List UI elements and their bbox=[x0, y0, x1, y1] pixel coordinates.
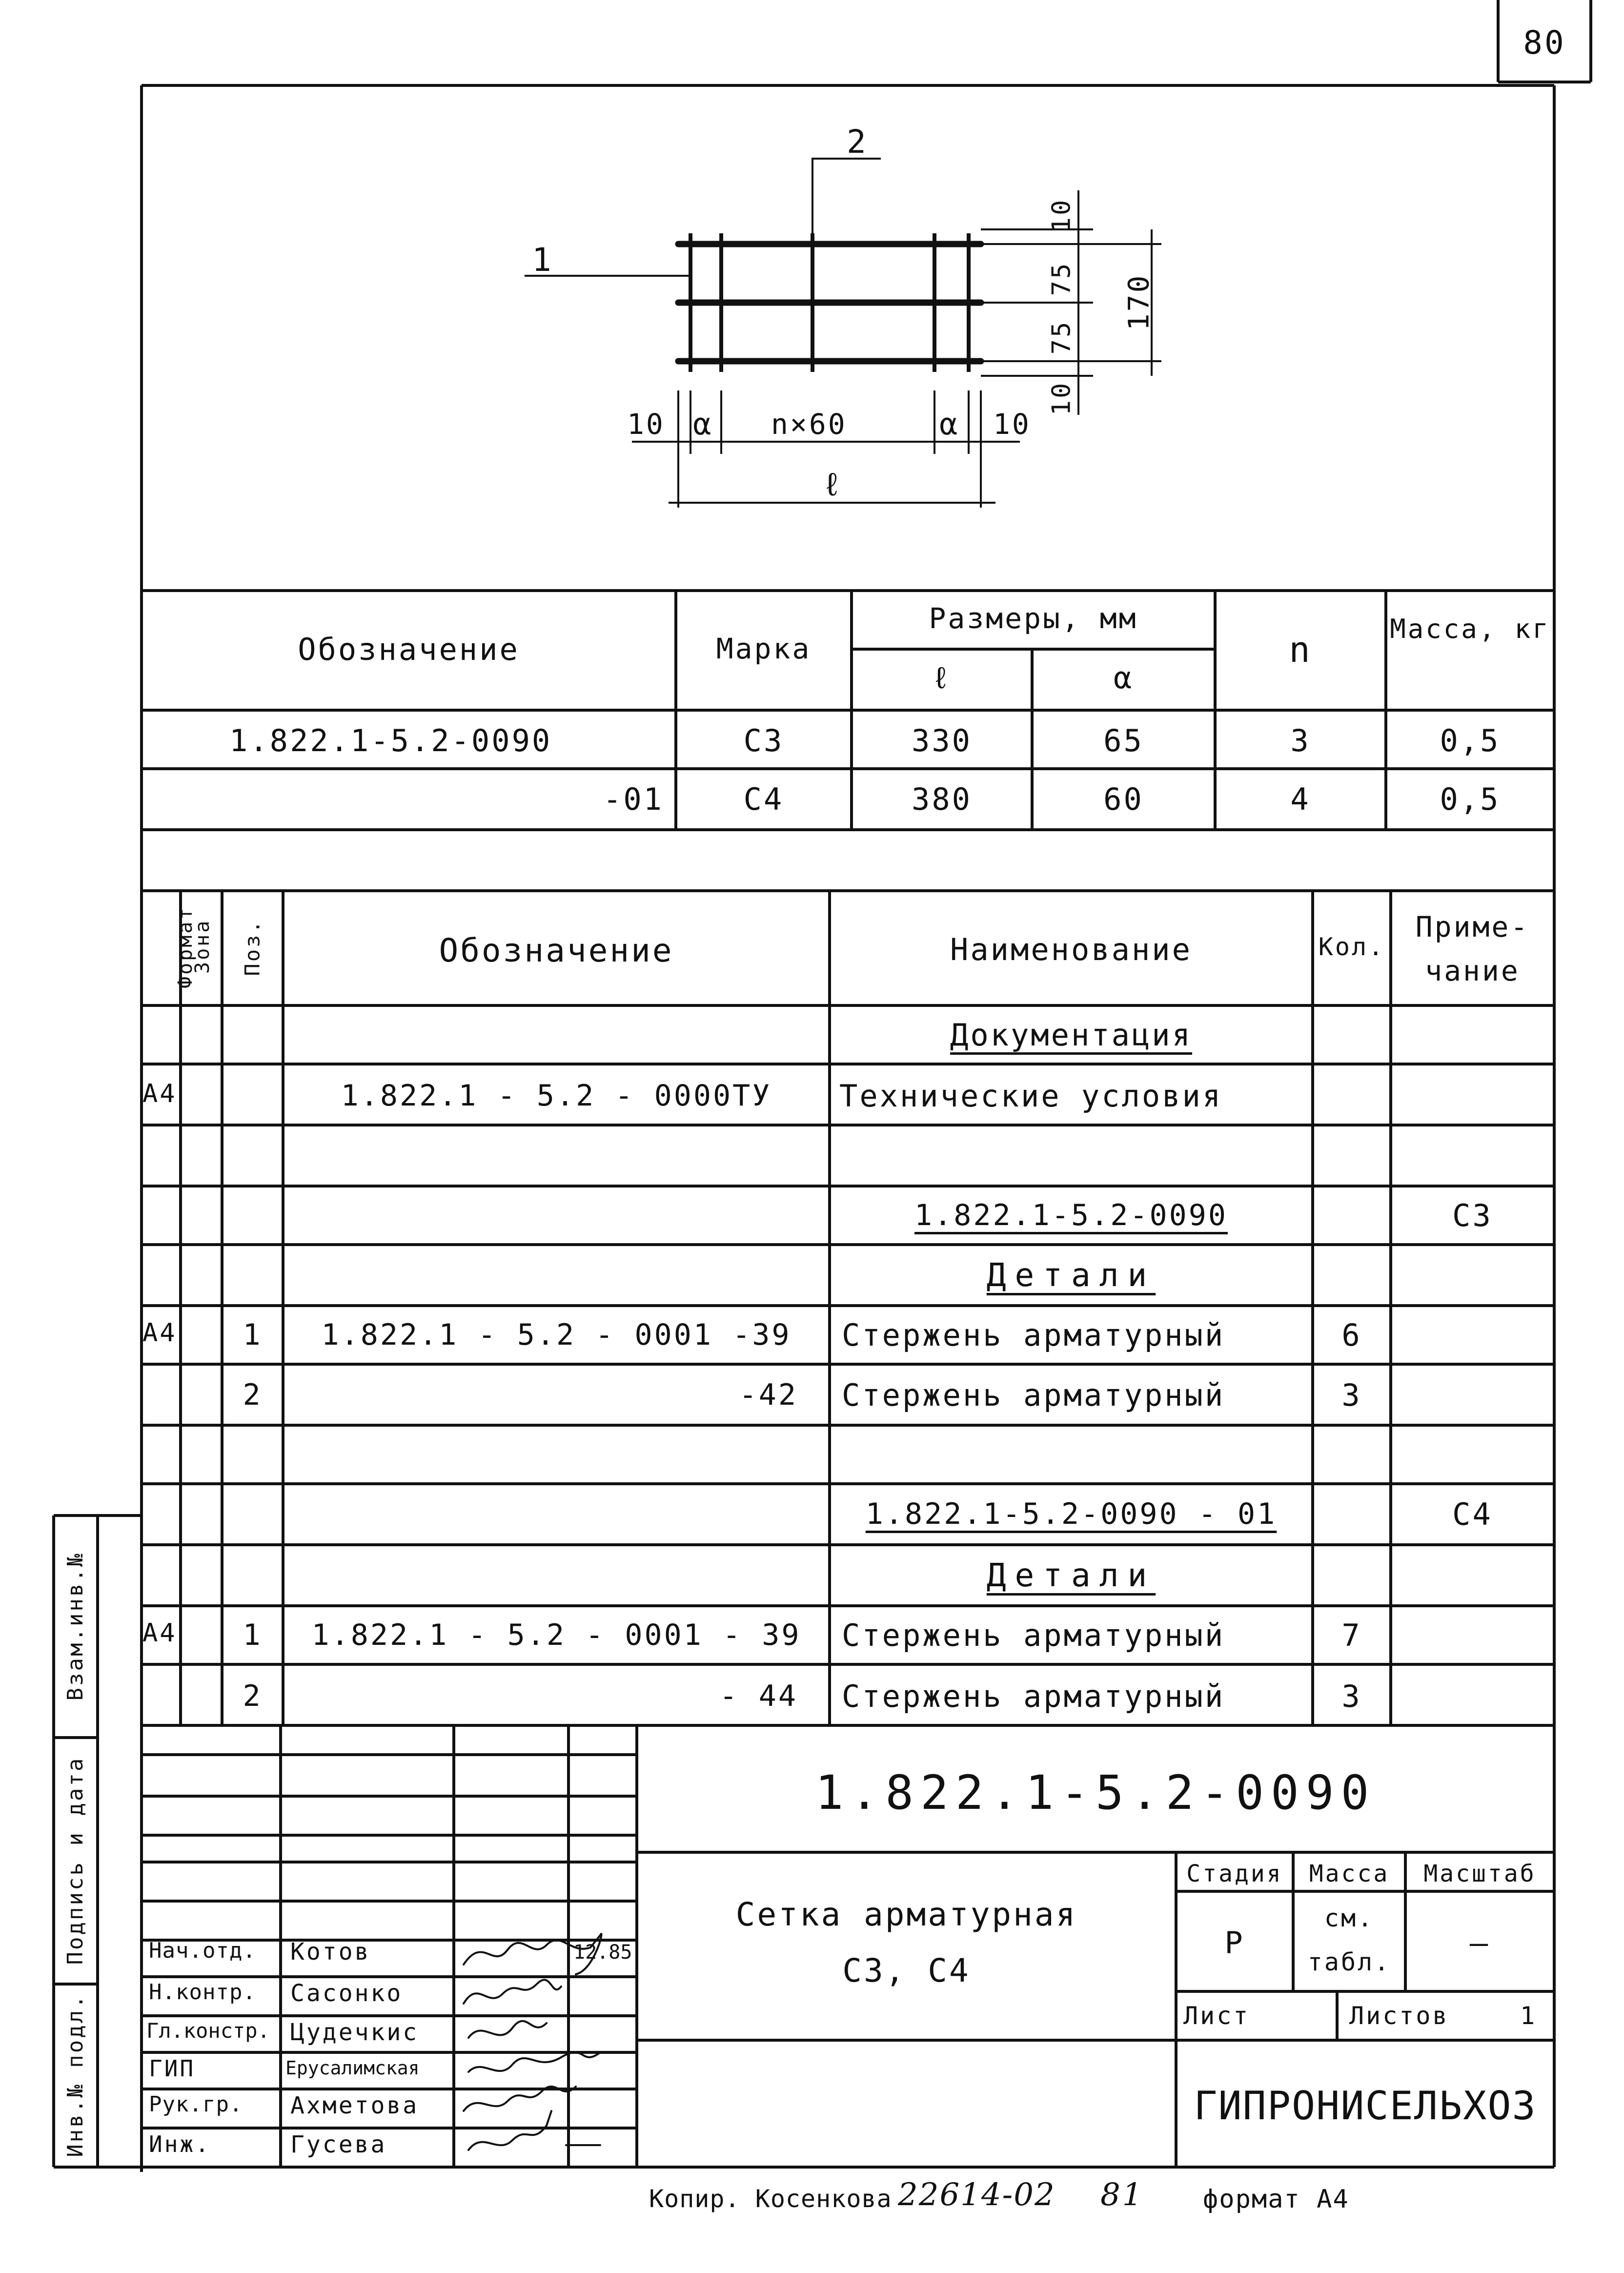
size-table-header-mark: Марка bbox=[716, 632, 812, 665]
scale-label: Масштаб bbox=[1423, 1860, 1536, 1887]
sheet-label: Лист bbox=[1183, 2002, 1250, 2030]
person-role: Инж. bbox=[149, 2131, 211, 2157]
size-row-n: 4 bbox=[1290, 781, 1311, 817]
spec-row-name: Стержень арматурный bbox=[842, 1377, 1225, 1413]
document-title-line2: С3, С4 bbox=[842, 1952, 971, 1989]
document-number: 1.822.1-5.2-0090 bbox=[815, 1765, 1376, 1820]
size-row-designation: -01 bbox=[603, 781, 664, 817]
spec-row-designation: 1.822.1 - 5.2 - 0001 -39 bbox=[321, 1318, 792, 1352]
spec-row-format: А4 bbox=[142, 1618, 177, 1648]
spec-assembly-heading: 1.822.1-5.2-0090 - 01 bbox=[865, 1497, 1277, 1531]
mass-value-line1: см. bbox=[1324, 1904, 1375, 1932]
spec-row-designation: -42 bbox=[739, 1378, 798, 1412]
dimension-10-left: 10 bbox=[627, 408, 665, 441]
mass-label: Масса bbox=[1309, 1860, 1390, 1887]
person-role: Нач.отд. bbox=[149, 1938, 256, 1963]
size-row-l: 330 bbox=[912, 723, 972, 758]
spec-header-pos: Поз. bbox=[240, 919, 264, 976]
signature-erusalimskaya bbox=[468, 2052, 600, 2072]
footer-sheet: 81 bbox=[1100, 2177, 1144, 2213]
stage-value: Р bbox=[1224, 1925, 1245, 1961]
spec-row-note: С4 bbox=[1452, 1496, 1493, 1532]
document-title-line1: Сетка арматурная bbox=[735, 1896, 1077, 1933]
footer-copied-by: Копир. Косенкова bbox=[649, 2185, 892, 2213]
spec-row-qty: 3 bbox=[1341, 1679, 1362, 1714]
spec-row-pos: 1 bbox=[243, 1618, 263, 1652]
size-row-a: 60 bbox=[1103, 781, 1144, 817]
spec-row-name: Технические условия bbox=[839, 1078, 1223, 1114]
spec-assembly-heading: 1.822.1-5.2-0090 bbox=[914, 1198, 1228, 1232]
spec-row-pos: 2 bbox=[243, 1679, 263, 1713]
spec-section-heading: Детали bbox=[986, 1556, 1156, 1594]
spec-row-format: А4 bbox=[142, 1079, 177, 1108]
spec-row-qty: 3 bbox=[1341, 1377, 1362, 1413]
footer-format: формат А4 bbox=[1203, 2185, 1349, 2214]
dimension-l: ℓ bbox=[822, 466, 844, 503]
person-name: Гусева bbox=[290, 2131, 387, 2158]
spec-row-name: Стержень арматурный bbox=[842, 1679, 1225, 1714]
size-table-header-a: α bbox=[1113, 660, 1134, 696]
person-name: Сасонко bbox=[290, 1980, 403, 2007]
person-role: ГИП bbox=[149, 2055, 196, 2082]
signature-sasonko bbox=[464, 1980, 561, 2004]
spec-header-note-line2: чание bbox=[1425, 954, 1520, 987]
dimension-a-right: α bbox=[939, 406, 960, 442]
spec-header-format: Формат bbox=[174, 906, 197, 988]
size-row-a: 65 bbox=[1103, 723, 1144, 758]
spec-header-note-line1: Приме- bbox=[1415, 910, 1530, 943]
size-table-header-mass: Масса, кг bbox=[1390, 614, 1550, 644]
spec-header-qty: Кол. bbox=[1318, 933, 1385, 961]
dimension-75-lower: 75 bbox=[1047, 320, 1076, 355]
dimension-75-upper: 75 bbox=[1047, 261, 1076, 296]
stage-label: Стадия bbox=[1186, 1860, 1283, 1887]
size-row-l: 380 bbox=[912, 781, 972, 817]
signatures bbox=[454, 1925, 639, 2170]
person-name: Ахметова bbox=[290, 2092, 419, 2119]
signature-kotov bbox=[464, 1934, 602, 1974]
person-name: Ерусалимская bbox=[285, 2057, 420, 2079]
dimension-10-right: 10 bbox=[993, 408, 1031, 441]
size-table-header-n: n bbox=[1289, 629, 1312, 670]
leader-label-1: 1 bbox=[532, 241, 553, 279]
footer-order-number: 22614-02 bbox=[898, 2177, 1056, 2213]
signature-tsudechkis bbox=[468, 2021, 547, 2038]
spec-row-designation: 1.822.1 - 5.2 - 0000ТУ bbox=[341, 1079, 772, 1113]
dimension-170: 170 bbox=[1122, 273, 1156, 331]
spec-row-name: Стержень арматурный bbox=[842, 1618, 1225, 1653]
spec-row-format: А4 bbox=[142, 1318, 177, 1348]
organization-name: ГИПРОНИСЕЛЬХОЗ bbox=[1194, 2083, 1537, 2129]
size-table-header-l: ℓ bbox=[932, 660, 952, 696]
signature-akhmetova bbox=[464, 2087, 576, 2111]
spec-row-qty: 7 bbox=[1341, 1618, 1362, 1653]
spec-row-note: С3 bbox=[1452, 1198, 1493, 1233]
leader-label-2: 2 bbox=[847, 123, 868, 161]
spec-section-heading: Детали bbox=[986, 1256, 1156, 1294]
spec-section-heading: Документация bbox=[950, 1017, 1192, 1053]
spec-header-zone: Зона bbox=[191, 919, 214, 974]
spec-header-designation: Обозначение bbox=[439, 932, 674, 969]
person-role: Н.контр. bbox=[149, 1980, 256, 2005]
size-row-n: 3 bbox=[1290, 723, 1311, 758]
side-label-replacement-inventory: Взам.инв.№ bbox=[63, 1552, 88, 1701]
sheets-value: 1 bbox=[1520, 2002, 1537, 2030]
sheet-number: 80 bbox=[1523, 24, 1566, 61]
person-name: Цудечкис bbox=[290, 2019, 419, 2046]
size-row-mark: С4 bbox=[743, 781, 784, 817]
sheets-label: Листов bbox=[1349, 2002, 1449, 2030]
dimension-10-top: 10 bbox=[1047, 198, 1076, 233]
dimension-nx60: n×60 bbox=[771, 408, 847, 441]
dimension-a-left: α bbox=[693, 406, 713, 442]
spec-row-pos: 1 bbox=[243, 1318, 263, 1352]
spec-row-pos: 2 bbox=[243, 1378, 263, 1412]
person-role: Рук.гр. bbox=[149, 2092, 243, 2117]
dimension-10-bottom: 10 bbox=[1047, 381, 1076, 416]
person-name: Котов bbox=[290, 1938, 371, 1966]
signature-guseva bbox=[468, 2111, 600, 2150]
mass-value-line2: табл. bbox=[1307, 1948, 1391, 1976]
size-table-header-designation: Обозначение bbox=[298, 632, 520, 667]
spec-row-designation: - 44 bbox=[719, 1679, 798, 1713]
person-date: 12.85 bbox=[573, 1941, 632, 1964]
size-table-header-sizes: Размеры, мм bbox=[929, 602, 1138, 635]
size-row-mass: 0,5 bbox=[1440, 723, 1501, 758]
spec-row-designation: 1.822.1 - 5.2 - 0001 - 39 bbox=[311, 1618, 801, 1652]
side-label-signature-date: Подпись и дата bbox=[63, 1756, 88, 1965]
size-row-mass: 0,5 bbox=[1440, 781, 1501, 817]
scale-value: — bbox=[1469, 1925, 1490, 1961]
spec-row-qty: 6 bbox=[1341, 1317, 1362, 1353]
person-role: Гл.констр. bbox=[146, 2019, 270, 2043]
spec-header-name: Наименование bbox=[950, 932, 1192, 967]
size-row-designation: 1.822.1-5.2-0090 bbox=[229, 723, 552, 758]
size-row-mark: С3 bbox=[743, 723, 784, 758]
side-label-original-inventory: Инв.№ подл. bbox=[63, 1993, 88, 2157]
spec-row-name: Стержень арматурный bbox=[842, 1317, 1225, 1353]
